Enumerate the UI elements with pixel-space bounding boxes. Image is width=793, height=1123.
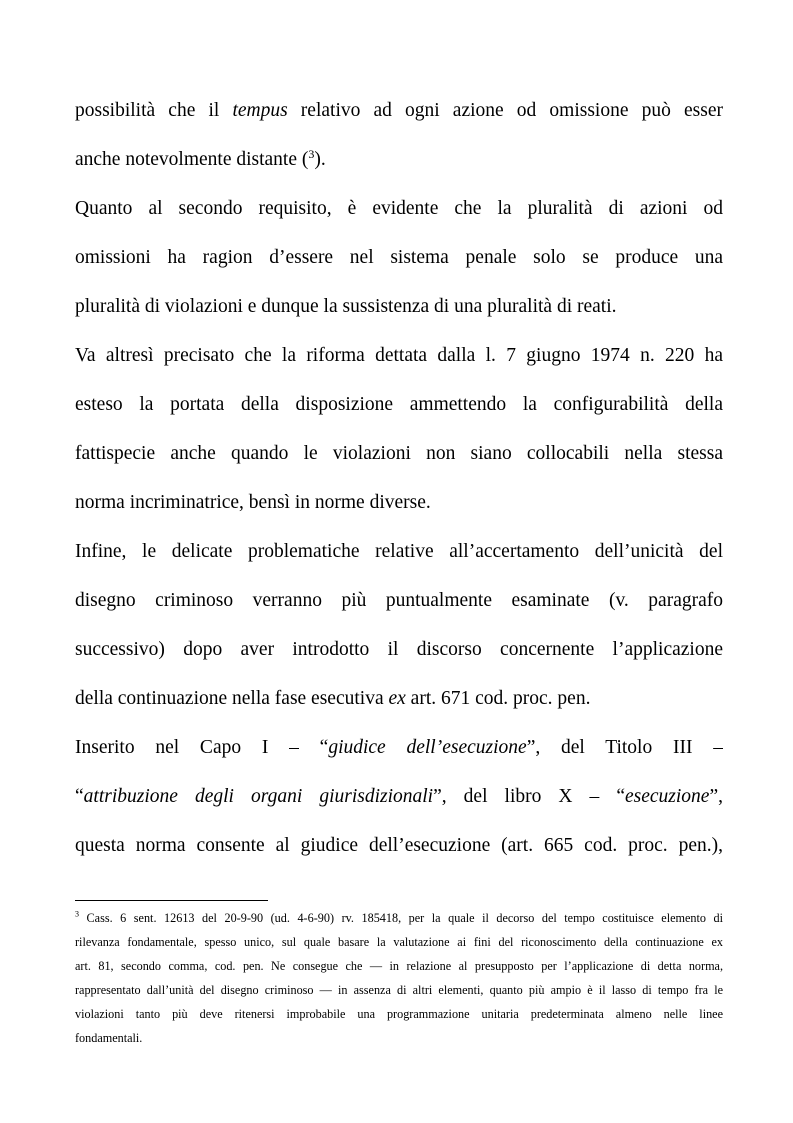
body-line-16: questa norma consente al giudice dell’esecuzione (art. 665 cod. proc. pen.), [75,835,723,856]
text-run: possibilità che il [75,100,233,121]
italic-term: attribuzione degli organi giurisdizionali [83,786,434,807]
footnote-line-2: rilevanza fondamentale, spesso unico, sul quale basare la valutazione ai fini del riconoscimento della continuazione ex [75,935,723,949]
body-text [75,86,723,870]
body-line-8: fattispecie anche quando le violazioni non siano collocabili nella stessa [75,443,723,464]
footnote-separator [75,900,268,901]
body-line-5: pluralità di violazioni e dunque la sussistenza di una pluralità di reati. [75,296,617,317]
footnote-line-4: rappresentato dall’unità del disegno criminoso — in assenza di altri elementi, quanto più ampio è il lasso di tempo fra le [75,983,723,997]
italic-term: esecuzione [625,786,710,807]
footnote-line-1 [75,906,723,930]
body-line-3: Quanto al secondo requisito, è evidente che la pluralità di azioni od [75,198,723,219]
text-run: Inserito nel Capo I – “ [75,737,329,758]
body-line-4: omissioni ha ragion d’essere nel sistema penale solo se produce una [75,247,723,268]
body-line-1 [75,86,723,135]
body-line-13 [75,674,723,723]
body-line-10: Infine, le delicate problematiche relative all’accertamento dell’unicità del [75,541,723,562]
text-run: art. 671 cod. proc. pen. [405,688,591,709]
text-run: Cass. 6 sent. 12613 del 20-9-90 (ud. 4-6-90) rv. 185418, per la quale il decorso del tempo costituisce elemento di [79,911,723,925]
footnote-marker: 3 [75,909,79,919]
footnote-reference[interactable]: 3 [308,146,315,161]
body-line-15 [75,772,723,821]
text-run: ”, del libro X – “ [433,786,625,807]
footnote [75,906,723,1050]
body-line-9: norma incriminatrice, bensì in norme diverse. [75,492,431,513]
body-line-2 [75,135,723,184]
text-run: della continuazione nella fase esecutiva [75,688,389,709]
body-line-12: successivo) dopo aver introdotto il discorso concernente l’applicazione [75,639,723,660]
text-run: ”, del Titolo III – [526,737,723,758]
text-run: ). [314,149,326,170]
footnote-line-6: fondamentali. [75,1031,143,1045]
body-line-14 [75,723,723,772]
text-run: ”, [709,786,723,807]
italic-term: giudice dell’esecuzione [328,737,527,758]
italic-term: tempus [232,100,288,121]
footnote-line-5: violazioni tanto più deve ritenersi improbabile una programmazione unitaria predeterminata almeno nelle linee [75,1007,723,1021]
body-line-7: esteso la portata della disposizione ammettendo la configurabilità della [75,394,723,415]
body-line-11: disegno criminoso verranno più puntualmente esaminate (v. paragrafo [75,590,723,611]
text-run: “ [75,786,84,807]
text-run: anche notevolmente distante ( [75,149,309,170]
footnote-line-3: art. 81, secondo comma, cod. pen. Ne consegue che — in relazione al presupposto per l’applicazione di detta norma, [75,959,723,973]
italic-term: ex [388,688,406,709]
body-line-6: Va altresì precisato che la riforma dettata dalla l. 7 giugno 1974 n. 220 ha [75,345,723,366]
text-run: relativo ad ogni azione od omissione può esser [287,100,723,121]
